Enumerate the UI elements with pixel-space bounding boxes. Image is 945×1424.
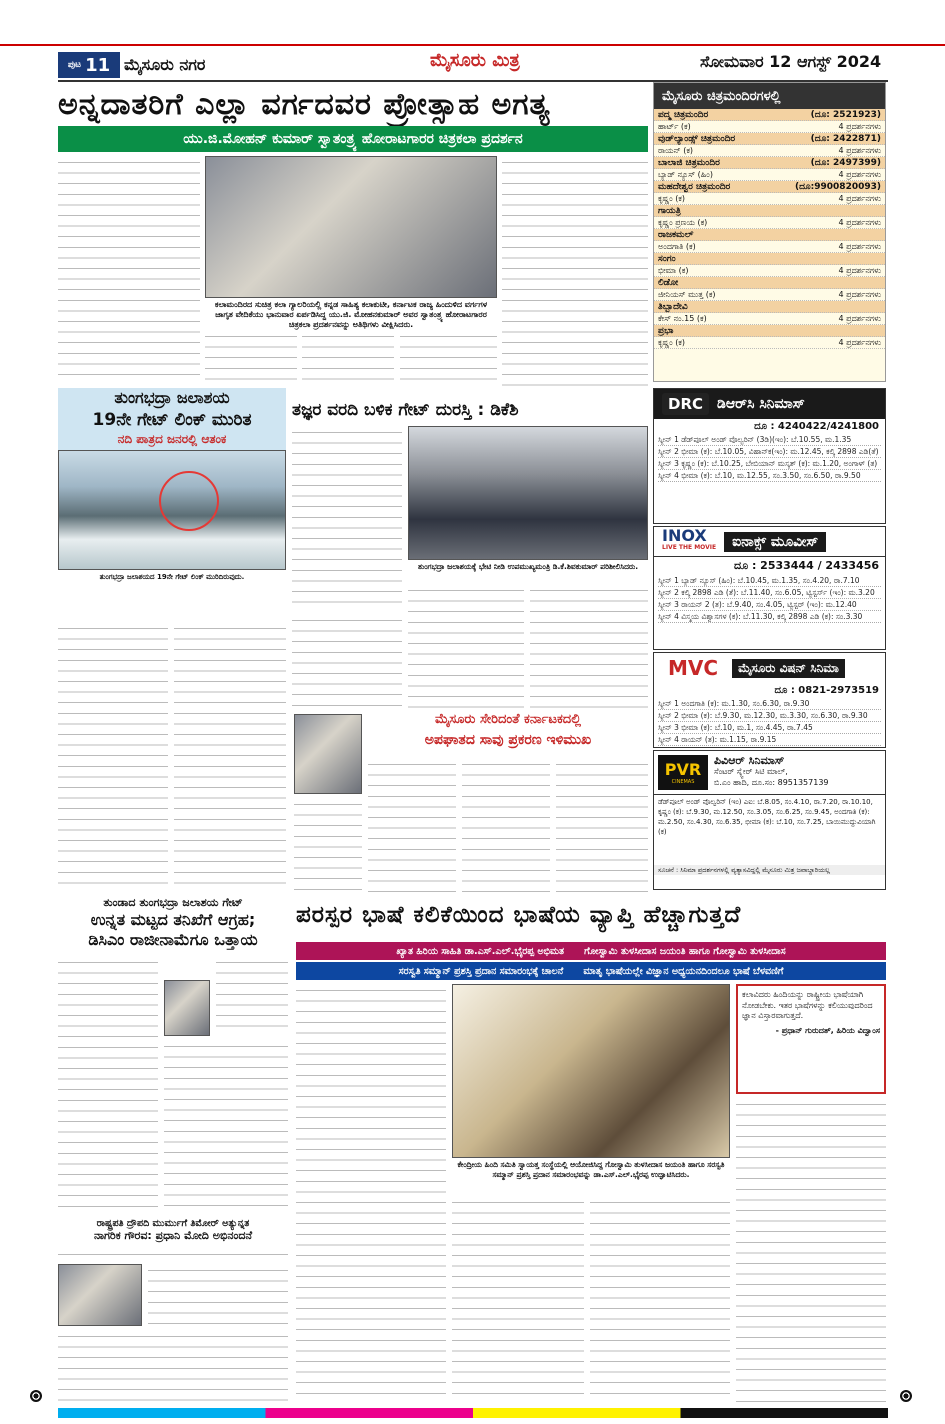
accident-col-2: [462, 758, 550, 892]
language-col-3: [590, 1196, 730, 1402]
quote-text: ಕಲಾವಿದರು ಹಿಂದಿಯನ್ನು ರಾಷ್ಟ್ರೀಯ ಭಾಷೆಯಾಗಿ ನೋಡಬೇಕು. ಇತರ ಭಾಷೆಗಳನ್ನು ಕಲಿಯುವುದರಿಂದ ಜ್ಞಾನ ವಿಸ್ತಾರವಾಗುತ್ತದೆ.: [742, 990, 873, 1020]
exhibition-photo: [205, 156, 497, 298]
inox-box: [653, 526, 886, 650]
lead-col-1: [58, 156, 200, 384]
hall-name: ಮಹದೇಶ್ವರ ಚಿತ್ರಮಂದಿರ: [658, 181, 731, 192]
hall-film-row: [654, 265, 885, 277]
accident-headline-1: ಮೈಸೂರು ಸೇರಿದಂತೆ ಕರ್ನಾಟಕದಲ್ಲಿ: [434, 712, 582, 727]
strip2-a: ಸರಸ್ವತಿ ಸಮ್ಮಾನ್ ಪ್ರಶಸ್ತಿ ಪ್ರದಾನ ಸಮಾರಂಭಕ್ಕೆ ಚಾಲನೆ: [398, 965, 564, 977]
hall-film-row: [654, 169, 885, 181]
page-number-badge: [58, 52, 120, 78]
inox-tagline: LIVE THE MOVIE: [662, 543, 717, 551]
language-strip-2: [296, 962, 886, 980]
top-margin: [0, 0, 945, 46]
hall-film: ಭೀಮಾ (ಕ): [658, 265, 689, 275]
mvc-phone: ದೂ : 0821-2973519: [774, 685, 879, 696]
hall-name: ಸಂಗಂ: [658, 253, 676, 264]
inox-title: ಐನಾಕ್ಸ್ ಮೂವೀಸ್: [724, 532, 826, 552]
hall-film: ಕೇಸ್ ನಂ.15 (ಕ): [658, 313, 707, 323]
hall-name-row: [654, 109, 885, 121]
lead-headline: ಅನ್ನದಾತರಿಗೆ ಎಲ್ಲಾ ವರ್ಗದವರ ಪ್ರೋತ್ಸಾಹ ಅಗತ್ಯ: [58, 86, 551, 122]
hall-name: ರಾಜಕಮಲ್: [658, 229, 694, 240]
language-col-1: [296, 984, 446, 1402]
screen-row: ಸ್ಕ್ರೀನ್ 4 ವಿಸ್ಮಯ ವಿಶ್ವಾಸಗಳ (ಕ): ಬೆ.11.30, ಕಲ್ಕಿ 2898 ಎಡಿ (ಕ): ಸಂ.3.30: [658, 611, 881, 623]
exhibition-caption: ಕಲಾಮಂದಿರದ ಸುಚಿತ್ರ ಕಲಾ ಗ್ಯಾಲರಿಯಲ್ಲಿ ಕನ್ನಡ ಸಾಹಿತ್ಯ ಕಲಾಕುಟೀ, ಕರ್ನಾಟಕ ರಾಜ್ಯ ಹಿಂದುಳಿದ ವರ್ಗಗಳ ಜಾಗೃತ ವೇದಿಕೆಯು ಭಾನುವಾರ ಏರ್ಪಡಿಸಿದ್ದ ಯು.ಜಿ. ಮೋಹನಕುಮಾರ್ ಅವರ ಸ್ವಾತಂತ್ರ್ಯ ಹೋರಾಟಗಾರರ ಚಿತ್ರಕಲಾ ಪ್ರದರ್ಶನವನ್ನು ಅತಿಥಿಗಳು ವೀಕ್ಷಿಸಿದರು.: [214, 300, 488, 329]
registration-mark-left: [30, 1390, 42, 1402]
lead-col-4: [400, 330, 497, 386]
accident-headline-2: ಅಪಘಾತದ ಸಾವು ಪ್ರಕರಣ ಇಳಿಮುಖ: [424, 732, 592, 748]
lead-col-3: [302, 330, 394, 386]
theater-title: ಮೈಸೂರು ಚಿತ್ರಮಂದಿರಗಳಲ್ಲಿ: [654, 83, 885, 109]
hall-phone: (ದೂ:9900820093): [794, 181, 881, 192]
hall-film: ಬ್ಯಾಡ್ ನ್ಯೂಸ್ (ಹಿಂ): [658, 169, 713, 179]
screen-row: ಸ್ಕ್ರೀನ್ 2 ಭೀಮಾ (ಕ): ಬೆ.10.05, ವಿಹಾನ್‌ಕ(ಇಂ): ಮ.12.45, ಕಲ್ಕಿ 2898 ಎಡಿ(ತೆ): [658, 446, 881, 458]
inox-logo-wrap: [662, 525, 717, 554]
hall-film-row: [654, 145, 885, 157]
hall-name-row: [654, 181, 885, 193]
hall-film-row: [654, 313, 885, 325]
dam-tag: ನದಿ ಪಾತ್ರದ ಜನರಲ್ಲಿ ಆತಂಕ: [58, 432, 286, 450]
hall-shows: 4 ಪ್ರದರ್ಶನಗಳು: [838, 241, 881, 251]
inox-screens: [654, 575, 885, 623]
color-bar: [58, 1408, 888, 1418]
pvr-box: [653, 750, 886, 890]
gate-headline-2: ಉನ್ನತ ಮಟ್ಟದ ತನಿಖೆಗೆ ಆಗ್ರಹ;: [90, 910, 256, 929]
mvc-header: [654, 653, 885, 683]
page-number: 11: [85, 54, 111, 76]
dam-caption: ತುಂಗಭದ್ರಾ ಜಲಾಶಯದ 19ನೇ ಗೇಟ್ ಲಿಂಕ್ ಮುರಿದಿರುವುದು.: [99, 573, 245, 581]
pvr-logo: PVR: [664, 760, 702, 779]
hall-name-row: [654, 229, 885, 241]
hall-film-row: [654, 241, 885, 253]
inox-logo: INOX: [662, 525, 707, 545]
gate-col-1: [58, 956, 158, 1212]
president-headline-2: ನಾಗರಿಕ ಗೌರವ: ಪ್ರಧಾನಿ ಮೋದಿ ಅಭಿನಂದನೆ: [93, 1229, 253, 1242]
screen-row: ಸ್ಕ್ರೀನ್ 2 ಕಲ್ಕಿ 2898 ಎಡಿ (ತೆ): ಬೆ.11.40, ಸಂ.6.05, ಟ್ವಿಸ್ಟರ್ಸ್ (ಇಂ): ಮ.3.20: [658, 587, 881, 599]
strip1-a: ಖ್ಯಾತ ಹಿರಿಯ ಸಾಹಿತಿ ಡಾ.ಎಸ್.ಎಲ್.ಭೈರಪ್ಪ ಅಭಿಮತ: [396, 945, 565, 957]
hall-name: ತಿಬ್ಬಾದೇವಿ: [658, 301, 688, 312]
lead-col-2: [205, 330, 297, 386]
theater-listing: [653, 82, 886, 382]
accident-col-3: [556, 758, 648, 892]
hall-film: ಕೃಷ್ಣಂ ಪ್ರಣಯ (ಕ): [658, 217, 708, 227]
dam-story: [58, 388, 286, 618]
dks-photo: [408, 426, 648, 560]
pvr-sub: CINEMAS: [671, 779, 695, 785]
hall-name-row: [654, 157, 885, 169]
drc-header: [654, 389, 885, 419]
hall-phone: (ದೂ: 2521923): [810, 109, 881, 120]
hall-film-row: [654, 289, 885, 301]
quote-by: - ಪ್ರಧಾನ್ ಗುರುದತ್, ಹಿರಿಯ ವಿದ್ವಾಂಸ: [775, 1025, 880, 1035]
president-col-1: [58, 1248, 288, 1262]
dks-col-4: [530, 584, 648, 708]
screen-row: ಸ್ಕ್ರೀನ್ 4 ರಾಯನ್ (ತ): ಮ.1.15, ರಾ.9.15: [658, 734, 881, 746]
mvc-title: ಮೈಸೂರು ವಿಷನ್ ಸಿನಿಮಾ: [732, 659, 845, 678]
paper-name: ಮೈಸೂರು ಮಿತ್ರ: [430, 50, 520, 71]
section-name: ಮೈಸೂರು ನಗರ: [124, 55, 206, 74]
drc-logo: DRC: [662, 393, 709, 415]
highlight-circle: [159, 471, 219, 531]
president-col-3: [58, 1330, 288, 1402]
hall-shows: 4 ಪ್ರದರ್ಶನಗಳು: [838, 193, 881, 203]
pvr-logo-wrap: [658, 755, 708, 790]
language-headline: ಪರಸ್ಪರ ಭಾಷೆ ಕಲಿಕೆಯಿಂದ ಭಾಷೆಯ ವ್ಯಾಪ್ತಿ ಹೆಚ್ಚಾಗುತ್ತದೆ: [296, 902, 742, 928]
dam-col-1: [58, 622, 168, 892]
mvc-box: [653, 652, 886, 748]
mvc-logo: MVC: [662, 654, 724, 682]
screen-row: ಸ್ಕ್ರೀನ್ 4 ಭೀಮಾ (ಕ): ಬೆ.10, ಮ.12.55, ಸಂ.3.50, ಸಂ.6.50, ರಾ.9.50: [658, 470, 881, 482]
screen-row: ಸ್ಕ್ರೀನ್ 2 ಭೀಮಾ (ಕ): ಬೆ.9.30, ಮ.12.30, ಮ.3.30, ಸಂ.6.30, ರಾ.9.30: [658, 710, 881, 722]
screen-row: ಸ್ಕ್ರೀನ್ 1 ಡೆಡ್‌ಪೂಲ್ ಅಂಡ್ ವೊಲ್ವರಿನ್ (3ಡಿ)(ಇಂ): ಬೆ.10.55, ಮ.1.35: [658, 434, 881, 446]
language-caption: ಕೇಂದ್ರೀಯ ಹಿಂದಿ ಸಮಿತಿ ಸ್ವಾಯತ್ತ ಸಂಸ್ಥೆಯಲ್ಲಿ ಆಯೋಜಿಸಿದ್ದ ಗೋಸ್ವಾಮಿ ತುಳಸೀದಾಸ ಜಯಂತಿ ಹಾಗೂ ಸರಸ್ವತಿ ಸಮ್ಮಾನ್ ಪ್ರಶಸ್ತಿ ಪ್ರದಾನ ಸಮಾರಂಭವನ್ನು ಡಾ.ಎಸ್.ಎಲ್.ಭೈರಪ್ಪ ಉದ್ಘಾಟಿಸಿದರು.: [457, 1160, 725, 1179]
inox-phone: ದೂ : 2533444 / 2433456: [733, 559, 879, 572]
hall-list: [654, 109, 885, 349]
screen-row: ಸ್ಕ್ರೀನ್ 3 ಭೀಮಾ (ಕ): ಬೆ.10, ಮ.1, ಸಂ.4.45, ರಾ.7.45: [658, 722, 881, 734]
drc-phone: ದೂ : 4240422/4241800: [754, 421, 879, 432]
language-strip-1: [296, 942, 886, 960]
hall-name-row: [654, 253, 885, 265]
pvr-title: ಪಿವಿಆರ್ ಸಿನಿಮಾಸ್: [714, 754, 785, 767]
accident-col-1: [368, 758, 456, 892]
officer-photo: [294, 714, 362, 794]
hall-shows: 4 ಪ್ರದರ್ಶನಗಳು: [838, 169, 881, 179]
registration-mark-right: [900, 1390, 912, 1402]
hall-film: ಕೃಷ್ಣಂ (ಕ): [658, 193, 686, 203]
hall-film-row: [654, 193, 885, 205]
dam-photo: [58, 450, 286, 570]
hall-name-row: [654, 133, 885, 145]
hall-name-row: [654, 325, 885, 337]
gate-headline-3: ಡಿಸಿಎಂ ರಾಜೀನಾಮೆಗೂ ಒತ್ತಾಯ: [88, 930, 258, 949]
pvr-phone: ಬಿ.ಎಂ ಹಾದಿ, ದೂ.ಸಂ: 8951357139: [714, 778, 829, 787]
drc-box: [653, 388, 886, 524]
pvr-note: ಸೂಚನೆ : ಸಿನಿಮಾ ಪ್ರದರ್ಶನಗಳಲ್ಲಿ ವ್ಯತ್ಯಾಸವಿದ್ದಲ್ಲಿ ಮೈಸೂರು ಮಿತ್ರ ಜವಾಬ್ದಾರಿಯಲ್ಲ: [654, 865, 885, 875]
president-story-head: [58, 1218, 288, 1243]
hall-film: ಜೀನಿಯಸ್ ಮುತ್ತ (ಕ): [658, 289, 716, 299]
hall-phone: (ದೂ: 2497399): [810, 157, 881, 168]
gate-story-head: [58, 896, 288, 950]
dam-headline-1: ತುಂಗಭದ್ರಾ ಜಲಾಶಯ: [58, 388, 286, 410]
hall-name-row: [654, 277, 885, 289]
hall-film: ರಾಯನ್ (ಕ): [658, 145, 694, 155]
screen-row: ಸ್ಕ್ರೀನ್ 3 ಕೃಷ್ಣಂ (ಕ): ಬೆ.10.25, ಬೇಬಿಯಾನ್ ಮಸ್ಕತ್ (ಕ): ಮ.1.20, ಅಂಗಾಳ್ (ತ): [658, 458, 881, 470]
pvr-header: [654, 751, 885, 795]
hall-film: ಹಾರ್ಟ್ (ಕ): [658, 121, 691, 131]
lead-col-5: [502, 156, 648, 386]
hall-name: ಗಾಯತ್ರಿ: [658, 205, 681, 216]
hall-shows: 4 ಪ್ರದರ್ಶನಗಳು: [838, 265, 881, 275]
hall-film-row: [654, 121, 885, 133]
hall-film: ಅಂದಗಾತಿ (ಕ): [658, 241, 696, 251]
language-photo: [452, 984, 730, 1158]
pvr-listing: ಡೆಡ್‌ಪೂಲ್ ಅಂಡ್ ವೊಲ್ವರಿನ್ (ಇಂ) ಎಐ: ಬೆ.8.05, ಸಂ.4.10, ರಾ.7.20, ರಾ.10.10, ಕೃಷ್ಣಂ (ಕ): ಬೆ.9.30, ಮ.12.50, ಸಂ.3.05, ಸಂ.6.25, ಸಂ.9.45, ಅಂದಗಾತಿ (ಕ): ಮ.2.50, ಸಂ.4.30, ಸಂ.6.35, ಭೀಮಾ (ಕ): ಬೆ.10, ಸಂ.7.25, ಬಾಯಿಮುದ್ದುವಿಯಾಗಿ (ಕ): [658, 798, 876, 836]
president-headline-1: ರಾಷ್ಟ್ರಪತಿ ದ್ರೌಪದಿ ಮುರ್ಮುಗೆ ತಿಮೋರ್ ಅತ್ಯುನ್ನತ: [96, 1218, 250, 1229]
dks-col-1: [292, 426, 402, 610]
page-label: ಪುಟ: [67, 60, 82, 70]
dateline: ಸೋಮವಾರ 12 ಆಗಸ್ಟ್ 2024: [700, 52, 882, 71]
hall-film-row: [654, 217, 885, 229]
pvr-info: [714, 755, 829, 790]
dks-col-3: [408, 584, 524, 708]
language-quote: [736, 984, 886, 1094]
hall-name: ಲಿಡೋ: [658, 277, 679, 288]
dam-headline-2: 19ನೇ ಗೇಟ್ ಲಿಂಕ್ ಮುರಿತ: [58, 410, 286, 432]
gate-col-2: [216, 956, 288, 1036]
lead-subhead: ಯು.ಜಿ.ಮೋಹನ್ ಕುಮಾರ್ ಸ್ವಾತಂತ್ರ್ಯ ಹೋರಾಟಗಾರರ ಚಿತ್ರಕಲಾ ಪ್ರದರ್ಶನ: [58, 126, 648, 152]
president-col-2: [148, 1264, 288, 1326]
gate-headline-1: ತುಂಡಾದ ತುಂಗಭದ್ರಾ ಜಲಾಶಯ ಗೇಟ್: [103, 896, 243, 909]
hall-shows: 4 ಪ್ರದರ್ಶನಗಳು: [838, 289, 881, 299]
hall-name: ವುಡ್‌ಲ್ಯಾಂಡ್ಸ್ ಚಿತ್ರಮಂದಿರ: [658, 133, 736, 144]
dam-col-2: [174, 622, 286, 892]
gate-photo: [164, 980, 210, 1036]
hall-film: ಕೃಷ್ಣಂ (ಕ): [658, 337, 686, 347]
hall-name: ಬಾಲಾಜಿ ಚಿತ್ರಮಂದಿರ: [658, 157, 720, 168]
gate-col-3: [164, 1040, 288, 1212]
hall-film-row: [654, 337, 885, 349]
hall-name-row: [654, 301, 885, 313]
dks-col-2: [292, 614, 402, 708]
dks-headline: ತಜ್ಞರ ವರದಿ ಬಳಿಕ ಗೇಟ್ ದುರಸ್ತಿ : ಡಿಕೆಶಿ: [292, 400, 519, 420]
drc-title: ಡಿಆರ್‌ಸಿ ಸಿನಿಮಾಸ್: [717, 396, 805, 412]
mvc-screens: [654, 698, 885, 746]
inox-header: [654, 527, 885, 557]
hall-shows: 4 ಪ್ರದರ್ಶನಗಳು: [838, 121, 881, 131]
dks-caption: ತುಂಗಭದ್ರಾ ಜಲಾಶಯಕ್ಕೆ ಭೇಟಿ ನೀಡಿ ಉಪಮುಖ್ಯಮಂತ್ರಿ ಡಿ.ಕೆ.ಶಿವಕುಮಾರ್ ಪರಿಶೀಲಿಸಿದರು.: [417, 562, 639, 571]
hall-name-row: [654, 205, 885, 217]
screen-row: ಸ್ಕ್ರೀನ್ 1 ಅಂದಗಾತಿ (ಕ): ಮ.1.30, ಸಂ.6.30, ರಾ.9.30: [658, 698, 881, 710]
drc-screens: [654, 434, 885, 482]
screen-row: ಸ್ಕ್ರೀನ್ 1 ಬ್ಯಾಡ್ ನ್ಯೂಸ್ (ಹಿಂ): ಬೆ.10.45, ಮ.1.35, ಸಂ.4.20, ರಾ.7.10: [658, 575, 881, 587]
hall-shows: 4 ಪ್ರದರ್ಶನಗಳು: [838, 217, 881, 227]
hall-shows: 4 ಪ್ರದರ್ಶನಗಳು: [838, 313, 881, 323]
president-photo: [58, 1264, 142, 1326]
hall-name: ಪದ್ಮ ಚಿತ್ರಮಂದಿರ: [658, 109, 709, 120]
hall-name: ಪ್ರಭಾ: [658, 325, 674, 336]
screen-row: ಸ್ಕ್ರೀನ್ 3 ರಾಯನ್ 2 (ತ): ಬೆ.9.40, ಸಂ.4.05, ಟ್ವಿಸ್ಟರ್ (ಇಂ): ಮ.12.40: [658, 599, 881, 611]
pvr-address: ಸೆಂಟರ್ ಸ್ಕ್ವೇರ್ ಸಿಟಿ ಮಾಲ್,: [714, 767, 788, 776]
hall-shows: 4 ಪ್ರದರ್ಶನಗಳು: [838, 145, 881, 155]
strip2-b: ಮಾತೃ ಭಾಷೆಯಲ್ಲೇ ವಿಜ್ಞಾನ ಅಧ್ಯಯನದಿಂದಲೂ ಭಾಷೆ ಬೆಳವಣಿಗೆ: [583, 965, 784, 977]
strip1-b: ಗೋಸ್ವಾಮಿ ತುಳಸೀದಾಸ ಜಯಂತಿ ಹಾಗೂ ಗೋಸ್ವಾಮಿ ತುಳಸೀದಾಸ: [584, 945, 786, 957]
language-col-2: [452, 1196, 584, 1402]
accident-col-0: [294, 798, 362, 892]
hall-phone: (ದೂ: 2422871): [810, 133, 881, 144]
language-col-4: [736, 1098, 886, 1402]
hall-shows: 4 ಪ್ರದರ್ಶನಗಳು: [838, 337, 881, 347]
